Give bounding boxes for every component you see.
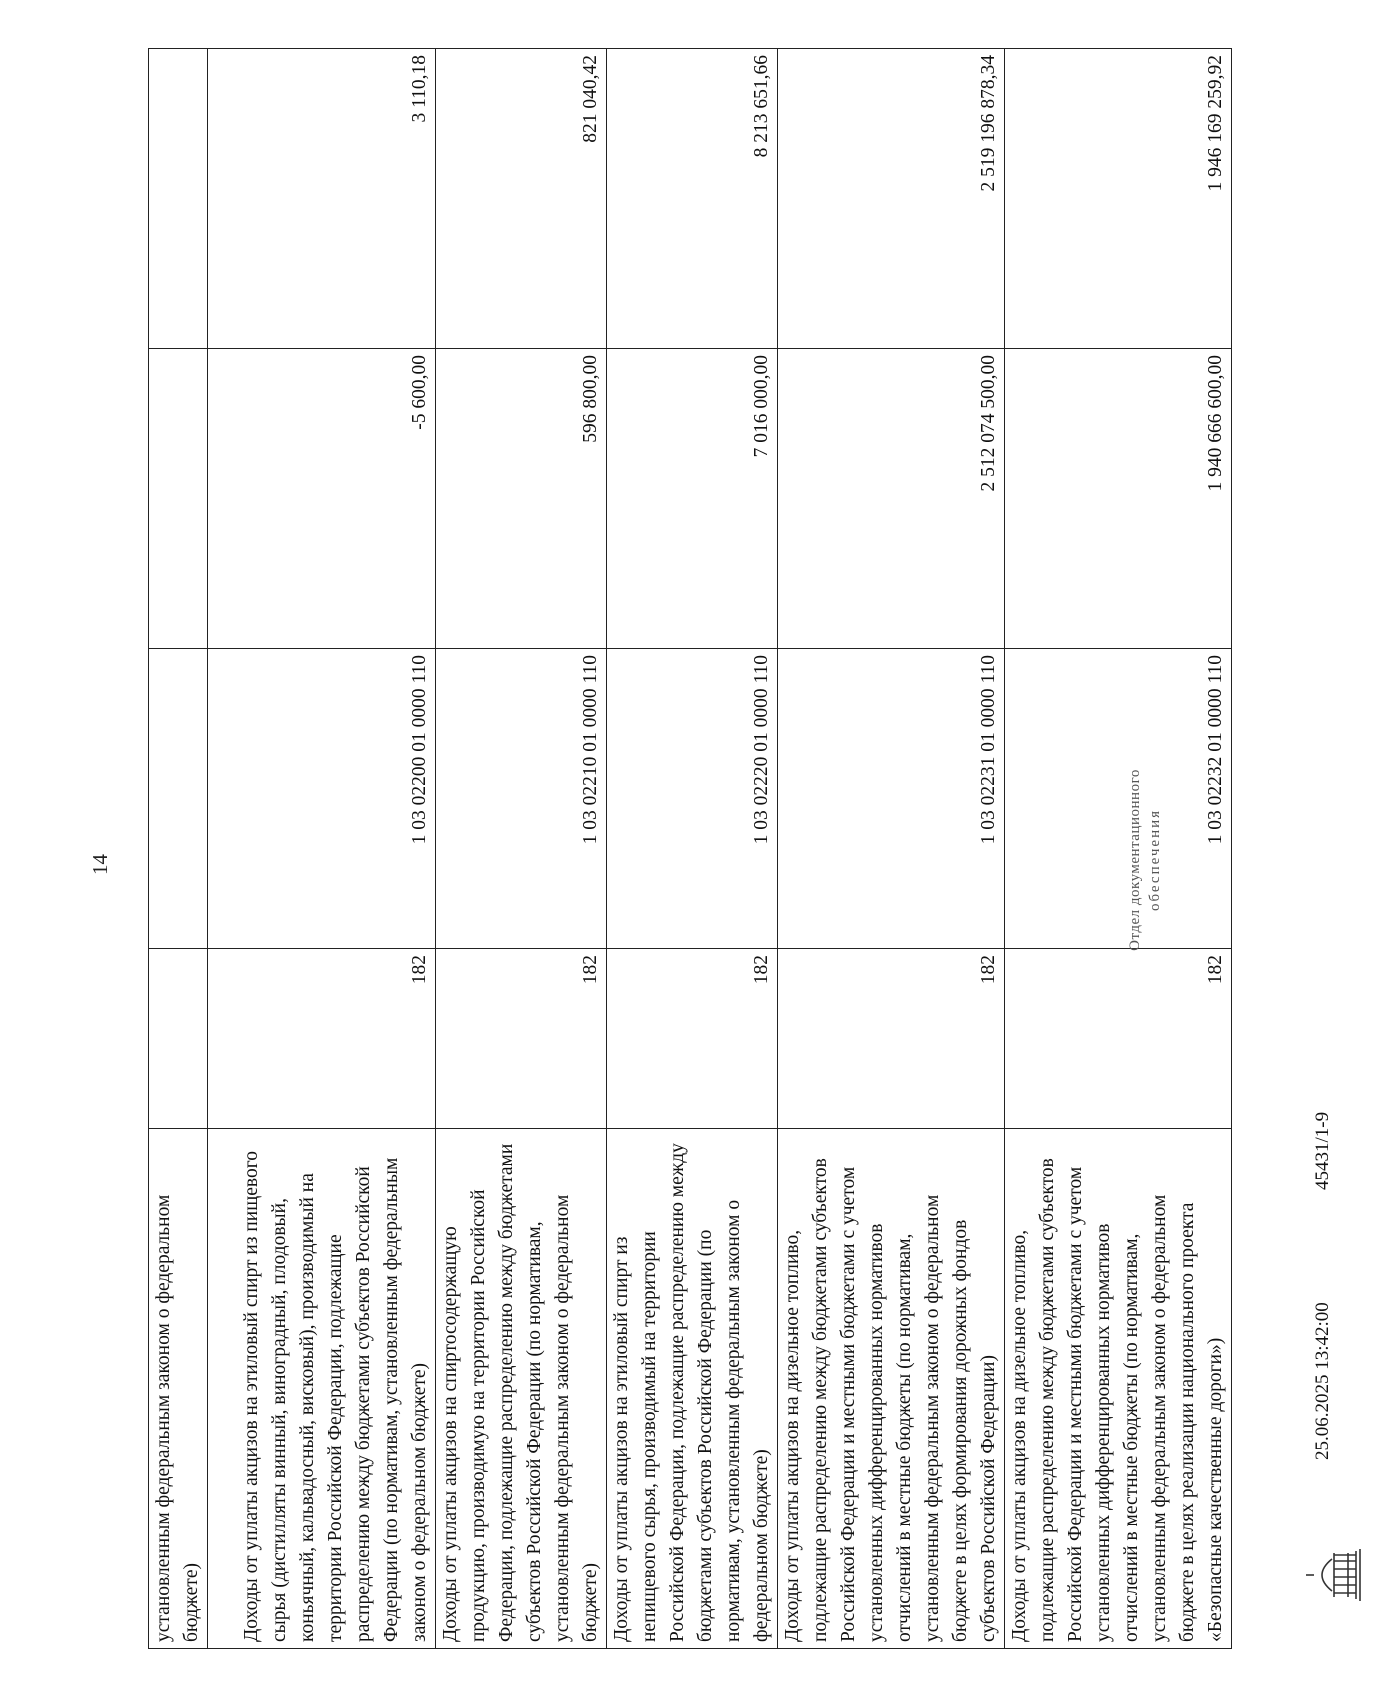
admin-code: 182 [208, 949, 436, 1129]
stamp-line-2: обеспечения [1147, 808, 1163, 912]
duma-building-icon [1300, 1545, 1370, 1605]
document-date: 25.06.2025 13:42:00 [1312, 1302, 1333, 1460]
admin-code: 182 [607, 949, 778, 1129]
table-row [208, 49, 436, 1649]
income-name: Доходы от уплаты акцизов на этиловый спирт из непищевого сырья, производимый на территории Российской Федерации, подлежащие распределению между бюджетами субъектов Российской Федерации (по нормативам, установленным федеральным законом о федеральном бюджете) [607, 1129, 778, 1649]
registration-number: 45431/1-9 [1312, 1111, 1333, 1190]
income-name: Доходы от уплаты акцизов на спиртосодержащую продукцию, производимую на территории Российской Федерации, подлежащие распределению между бюджетами субъектов Российской Федерации (по нормативам, установленным федеральным законом о федеральном бюджете) [436, 1129, 607, 1649]
stamp-line-1: Отдел документационного [1127, 769, 1143, 951]
table-row-continuation [149, 49, 208, 1649]
plan-amount: 1 940 666 600,00 [1005, 349, 1232, 649]
plan-amount: 7 016 000,00 [607, 349, 778, 649]
revenue-table [148, 48, 1232, 1649]
plan-amount: 2 512 074 500,00 [778, 349, 1005, 649]
budget-class-code: 1 03 02210 01 0000 110 [436, 649, 607, 949]
fact-amount: 8 213 651,66 [607, 49, 778, 349]
plan-amount: 596 800,00 [436, 349, 607, 649]
budget-class-code: 1 03 02220 01 0000 110 [607, 649, 778, 949]
admin-code: 182 [436, 949, 607, 1129]
income-name: Доходы от уплаты акцизов на этиловый спирт из пищевого сырья (дистилляты винный, виноградный, плодовый, коньячный, кальвадосный, висковый), производимый на территории Российской Федерации, подлежащие распределению между бюджетами субъектов Российской Федерации (по нормативам, установленным федеральным законом о федеральном бюджете) [208, 1129, 436, 1649]
table-row [778, 49, 1005, 1649]
income-name: Доходы от уплаты акцизов на дизельное топливо, подлежащие распределению между бюджетами субъектов Российской Федерации и местными бюджетами с учетом установленных дифференцированных нормативов отчислений в местные бюджеты (по нормативам, установленным федеральным законом о федеральном бюджете в целях формирования дорожных фондов субъектов Российской Федерации) [778, 1129, 1005, 1649]
table-row [436, 49, 607, 1649]
fact-amount: 821 040,42 [436, 49, 607, 349]
continuation-cell: установленным федеральным законом о федеральном бюджете) [149, 1129, 208, 1649]
admin-code: 182 [1005, 949, 1232, 1129]
budget-class-code: 1 03 02232 01 0000 110 [1005, 649, 1232, 949]
fact-amount: 1 946 169 259,92 [1005, 49, 1232, 349]
fact-amount: 2 519 196 878,34 [778, 49, 1005, 349]
budget-class-code: 1 03 02231 01 0000 110 [778, 649, 1005, 949]
plan-amount: -5 600,00 [208, 349, 436, 649]
table-row [607, 49, 778, 1649]
income-name: Доходы от уплаты акцизов на дизельное топливо, подлежащие распределению между бюджетами субъектов Российской Федерации и местными бюджетами с учетом установленных дифференцированных нормативов отчислений в местные бюджеты (по нормативам, установленным федеральным законом о федеральном бюджете в целях реализации национального проекта «Безопасные качественные дороги») [1005, 1129, 1232, 1649]
fact-amount: 3 110,18 [208, 49, 436, 349]
table-row [1005, 49, 1232, 1649]
page-number: 14 [88, 854, 112, 875]
admin-code: 182 [778, 949, 1005, 1129]
budget-class-code: 1 03 02200 01 0000 110 [208, 649, 436, 949]
